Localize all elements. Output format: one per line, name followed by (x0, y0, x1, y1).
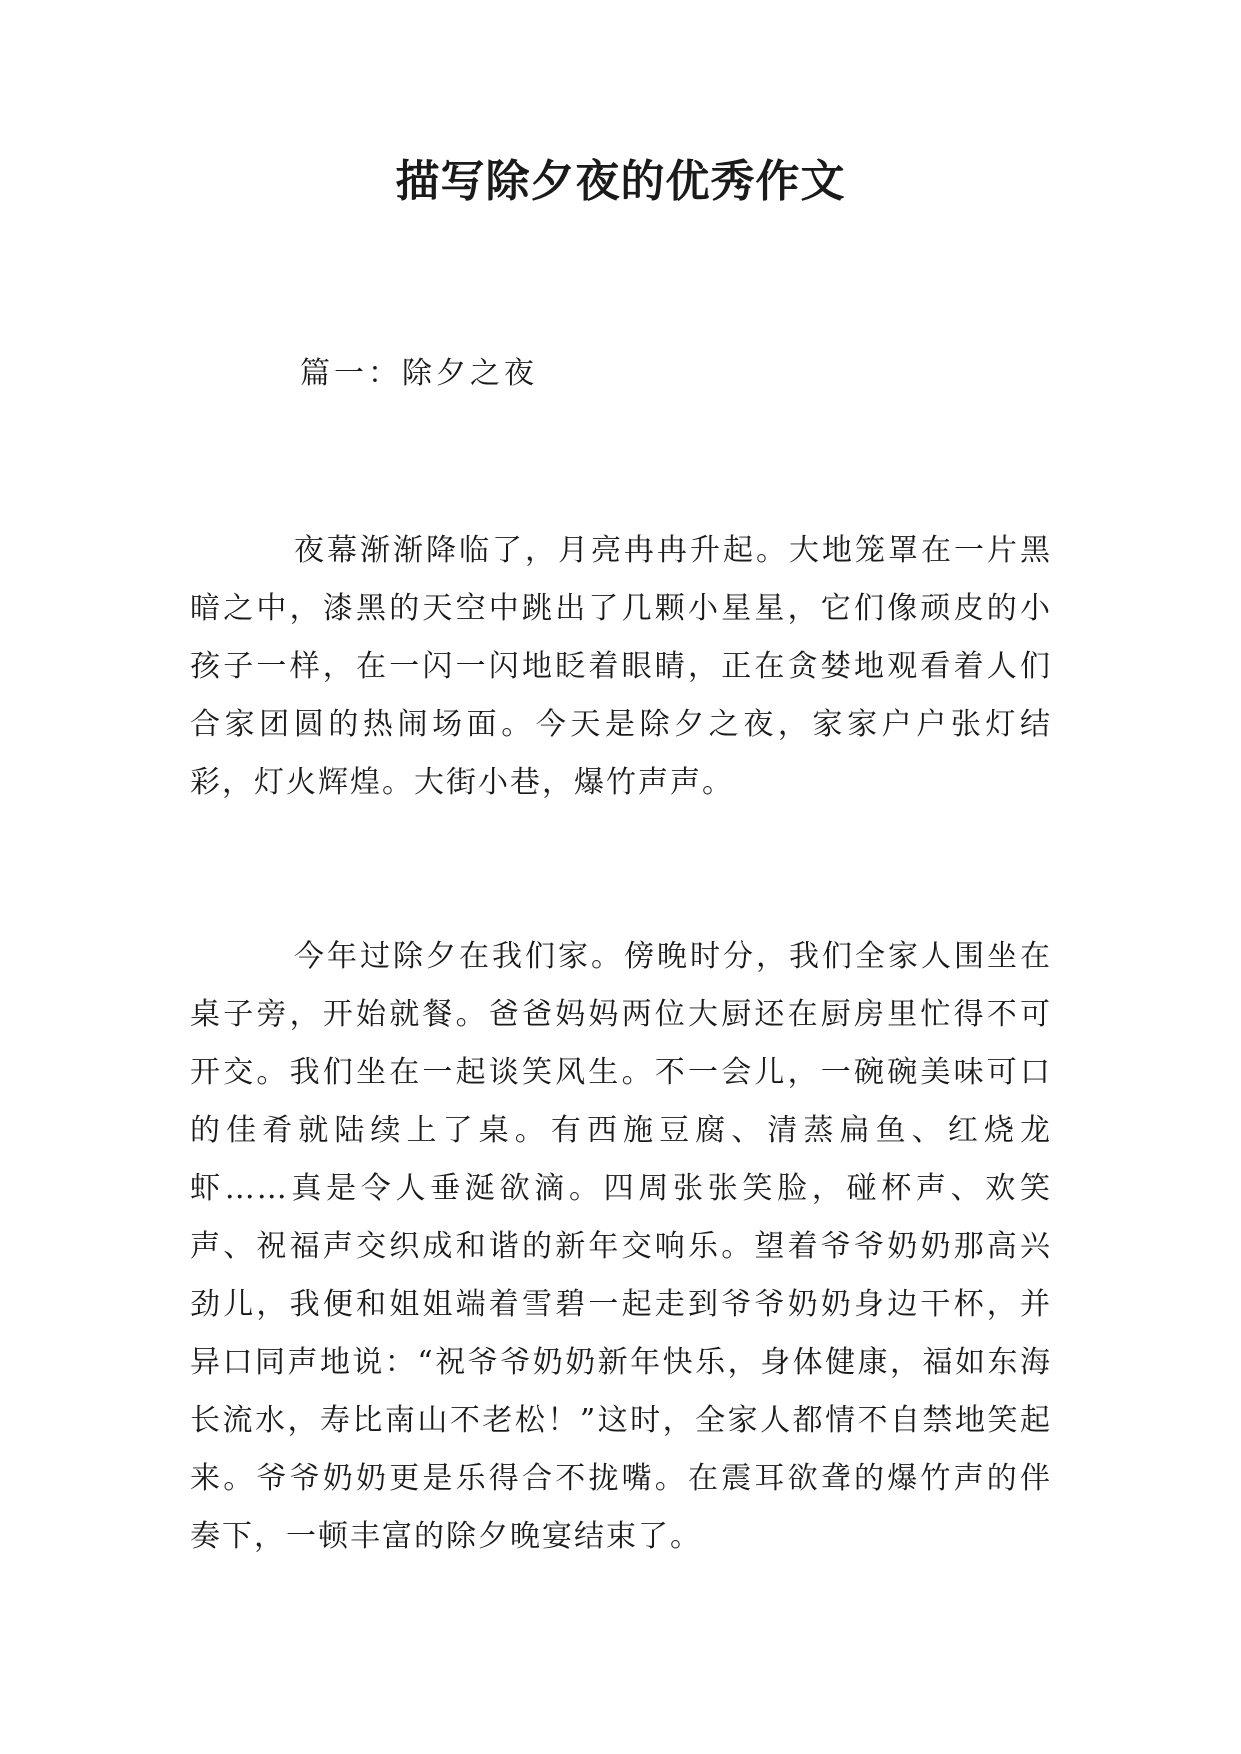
paragraph-2: 今年过除夕在我们家。傍晚时分，我们全家人围坐在桌子旁，开始就餐。爸爸妈妈两位大厨还在厨房里忙得不可开交。我们坐在一起谈笑风生。不一会儿，一碗碗美味可口的佳肴就陆续上了桌。有西施豆腐、清蒸扁鱼、红烧龙虾……真是令人垂涎欲滴。四周张张笑脸，碰杯声、欢笑声、祝福声交织成和谐的新年交响乐。望着爷爷奶奶那高兴劲儿，我便和姐姐端着雪碧一起走到爷爷奶奶身边干杯，并异口同声地说：“祝爷爷奶奶新年快乐，身体健康，福如东海长流水，寿比南山不老松！”这时，全家人都情不自禁地笑起来。爷爷奶奶更是乐得合不拢嘴。在震耳欲聋的爆竹声的伴奏下，一顿丰富的除夕晚宴结束了。 (190, 939, 1052, 1554)
document-title: 描写除夕夜的优秀作文 (395, 156, 846, 207)
section-heading: 篇一：除夕之夜 (300, 356, 538, 391)
paragraph-1: 夜幕渐渐降临了，月亮冉冉升起。大地笼罩在一片黑暗之中，漆黑的天空中跳出了几颗小星星，它们像顽皮的小孩子一样，在一闪一闪地眨着眼睛，正在贪婪地观看着人们合家团圆的热闹场面。今天是除夕之夜，家家户户张灯结彩，灯火辉煌。大街小巷，爆竹声声。 (190, 533, 1052, 800)
